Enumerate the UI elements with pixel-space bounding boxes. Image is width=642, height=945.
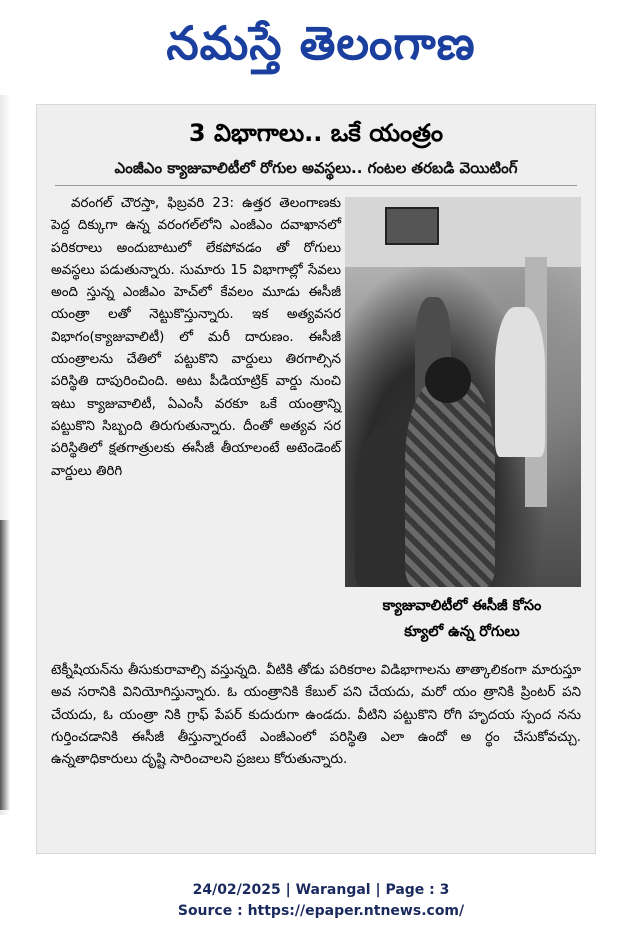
photo-person	[405, 377, 495, 587]
article-body-full-width: టెక్నీషియన్‌ను తీసుకురావాల్సి వస్తున్నది. వీటికి తోడు పరికరాల విడిభాగాలను తాత్కాలికంగా మారుస్తూ అవ సరానికి వినియోగిస్తున్నారు. ఓ యంత్రానికి కేబుల్ పని చేయదు, మరో యం త్రానికి ప్రింటర్ పని చేయదు, ఓ యంత్రా నికి గ్రాఫ్ పేపర్ కుదురుగా ఉండదు. వీటిని పట్టుకొని రోగి హృదయ స్పంద నను గుర్తించడానికి ఈసీజీ తీస్తున్నారంటే ఎంజీఎంలో పరిస్థితి ఎలా ఉందో అ ర్థం చేసుకోవచ్చు. ఉన్నతాధికారులు దృష్టి సారించాలని ప్రజలు కోరుతున్నారు.	[51, 663, 581, 768]
article-headline: 3 విభాగాలు.. ఒకే యంత్రం	[188, 119, 444, 147]
article-paragraph-1: వరంగల్ చౌరస్తా, ఫిబ్రవరి 23: ఉత్తర తెలంగాణకు పెద్ద దిక్కుగా ఉన్న వరంగల్‌లోని ఎంజీఎం దవాఖానలో పరికరాలు అందుబాటులో లేకపోవడం తో రోగులు అవస్థలు పడుతున్నారు. సుమారు 15 విభాగాల్లో సేవలు అంది స్తున్న ఎంజీఎం హెచ్‌లో కేవలం మూడు ఈసీజీ యంత్రా లతో నెట్టుకొస్తున్నారు. ఇక అత్యవసర విభాగం(క్యాజువాలిటీ) లో మరీ దారుణం. ఈసీజీ యంత్రాలను చేతిలో పట్టుకొని వార్డులు తిరగాల్సిన పరిస్థితి దాపురించింది. అటు పీడియాట్రిక్ వార్డు నుంచి ఇటు క్యాజువాలిటీ, ఏఎంసీ వరకూ ఒకే యంత్రాన్ని పట్టుకొని సిబ్బంది తిరుగుతున్నారు. దీంతో అత్యవ సర పరిస్థితిలో క్షతగాత్రులకు ఈసీజీ తీయాలంటే అటెండెంట్ వార్డులు తిరిగి	[51, 196, 341, 479]
page-footer	[0, 880, 642, 922]
photo-sign-board	[385, 207, 439, 245]
article-clipping	[36, 104, 596, 854]
footer-date-line: 24/02/2025 | Warangal | Page : 3	[192, 882, 450, 898]
headline-divider	[55, 185, 577, 186]
photo-person	[495, 307, 545, 457]
footer-source-line: Source : https://epaper.ntnews.com/	[177, 903, 465, 919]
adjacent-page-image-edge	[0, 520, 10, 810]
article-body-column	[51, 193, 341, 483]
article-photo	[345, 197, 581, 587]
newspaper-masthead: నమస్తే తెలంగాణ	[166, 16, 476, 70]
article-subheadline: ఎంజీఎం క్యాజువాలిటీలో రోగుల అవస్థలు.. గంటల తరబడి వెయిటింగ్	[114, 159, 518, 177]
photo-person-head	[425, 357, 471, 403]
photo-caption-line-2: క్యూలో ఉన్న రోగులు	[404, 624, 520, 640]
photo-caption-line-1: క్యాజువాలిటీలో ఈసీజీ కోసం	[382, 598, 542, 614]
photo-caption	[337, 593, 587, 645]
